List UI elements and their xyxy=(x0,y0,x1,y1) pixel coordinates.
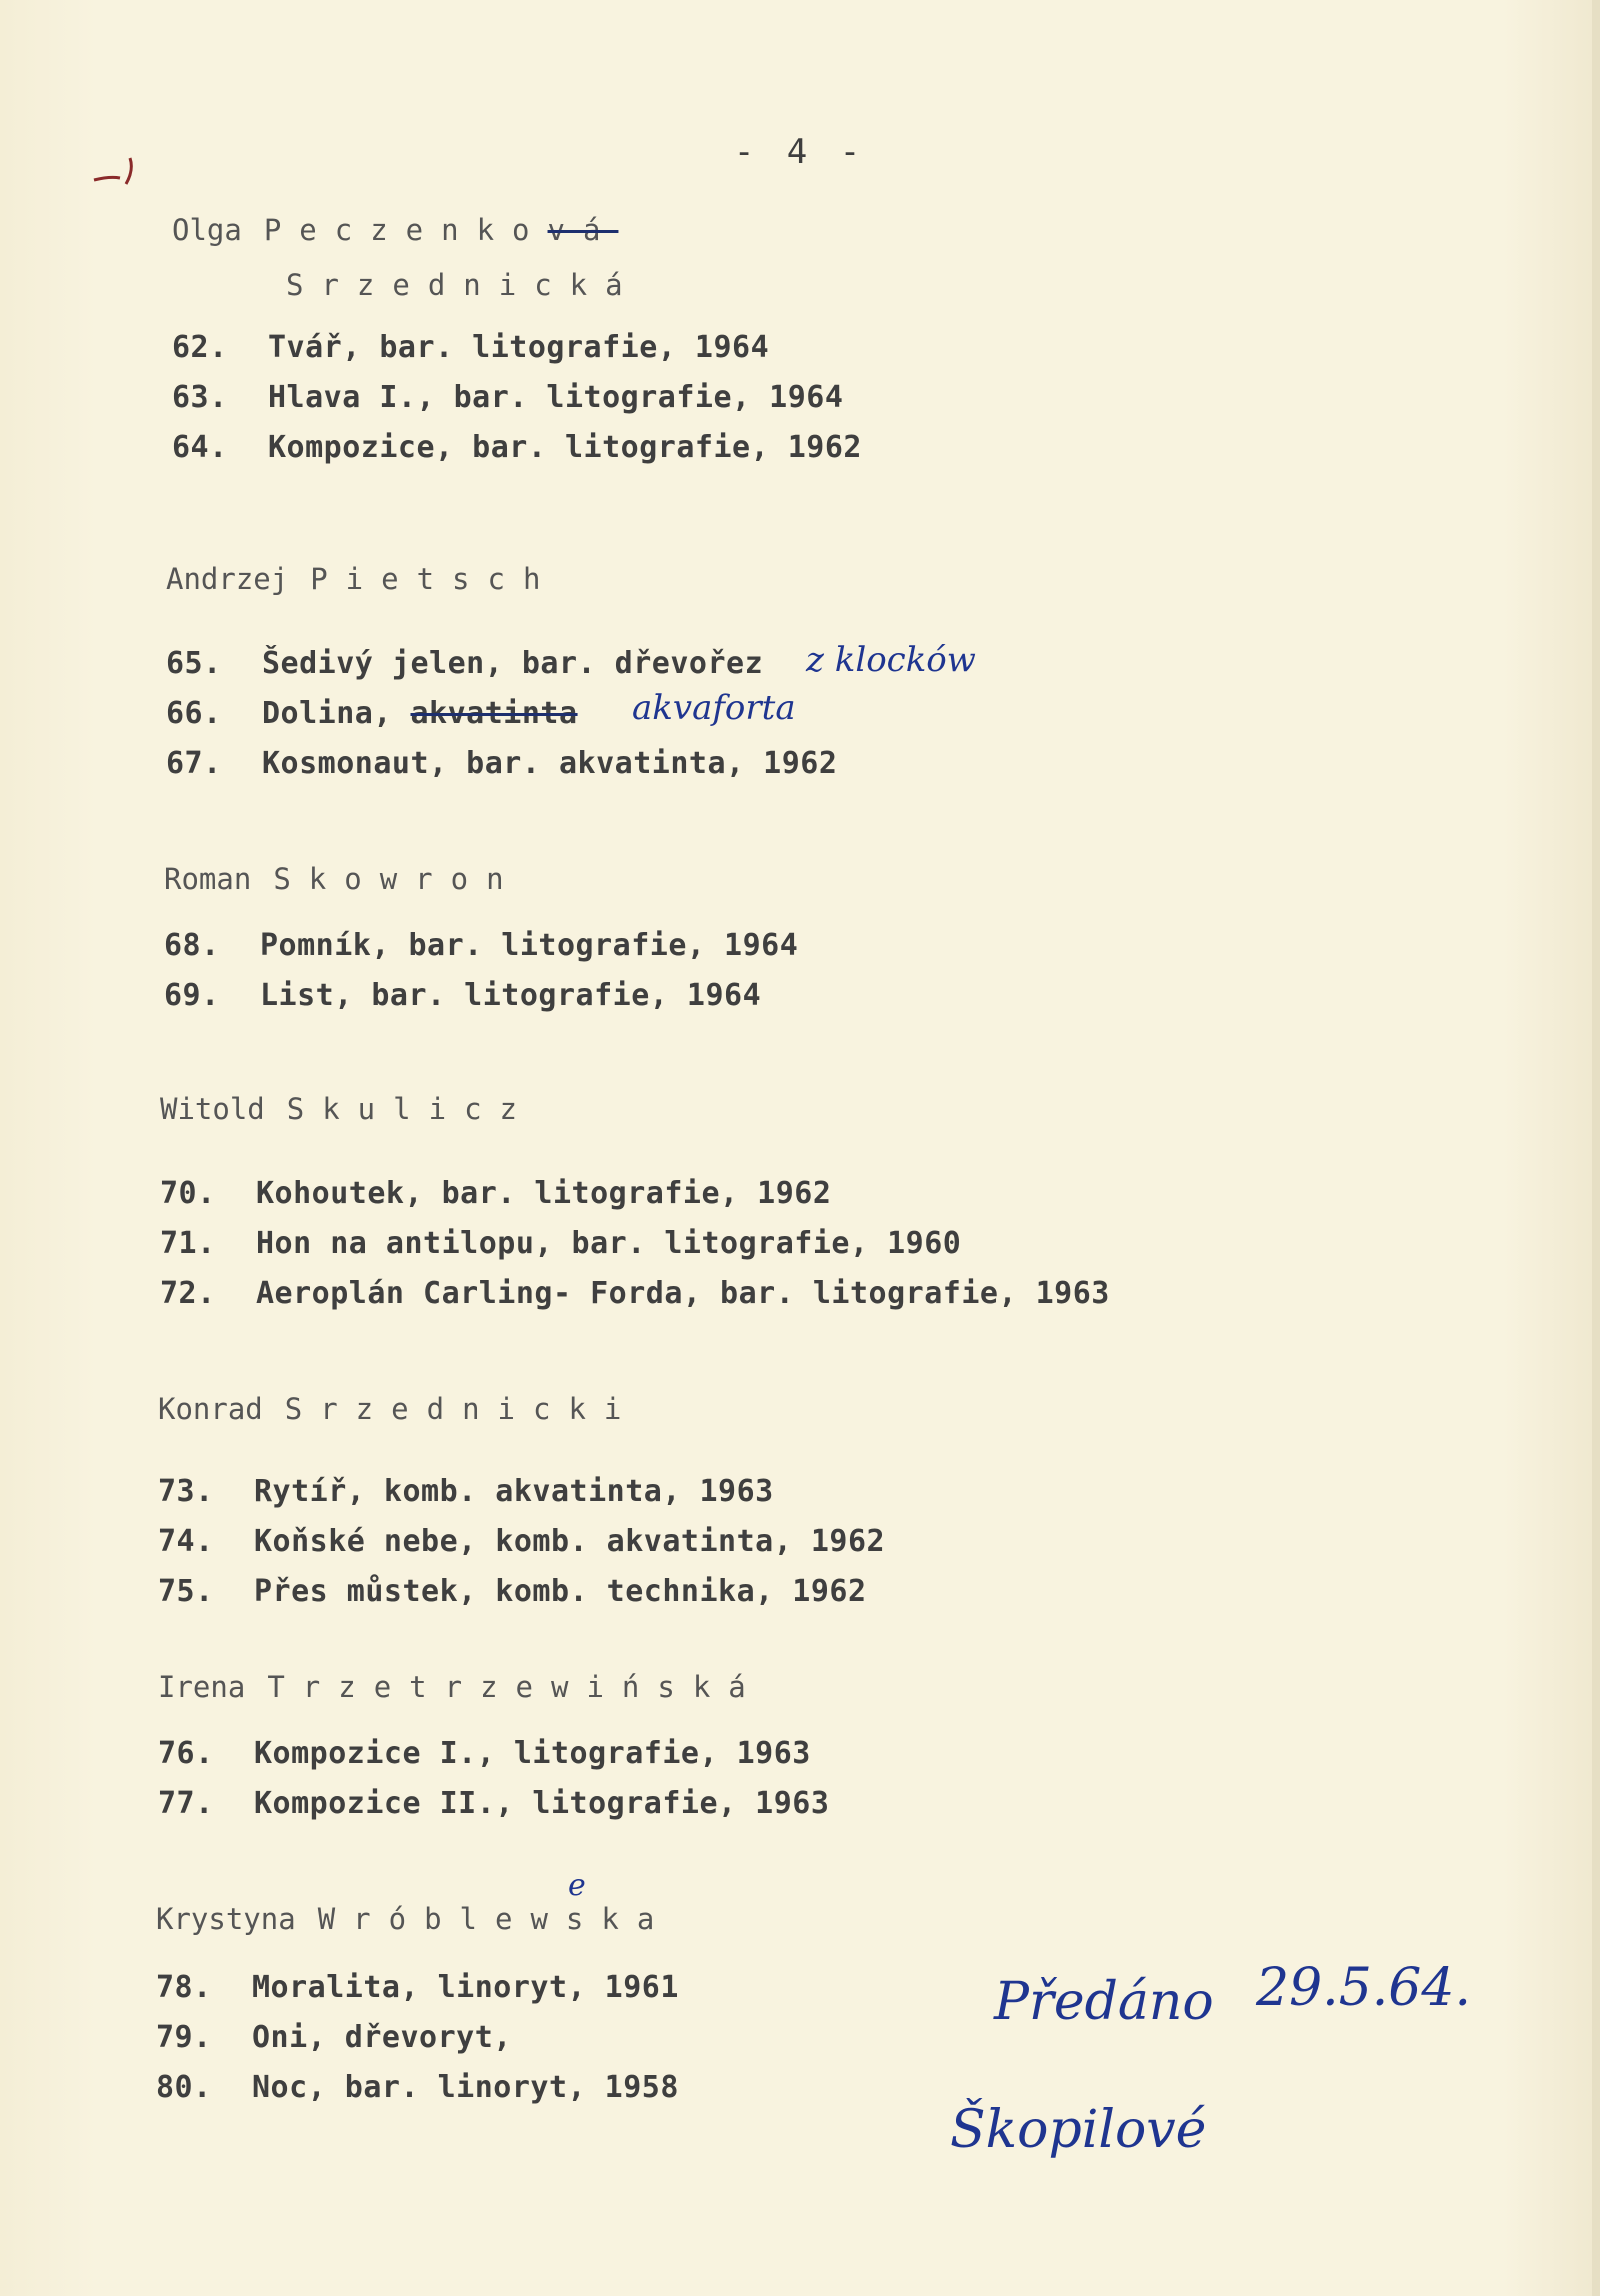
artist-heading xyxy=(158,1392,639,1426)
paper-edge xyxy=(1592,0,1600,2296)
artist-first-name: Andrzej xyxy=(166,562,289,596)
list-item: 80. Noc, bar. linoryt, 1958 xyxy=(156,2070,679,2105)
artist-first-name: Irena xyxy=(158,1670,246,1704)
list-item: 77. Kompozice II., litografie, 1963 xyxy=(158,1786,830,1821)
list-item: 67. Kosmonaut, bar. akvatinta, 1962 xyxy=(166,746,838,781)
artist-first-name: Witold xyxy=(160,1092,265,1126)
margin-tick-mark xyxy=(90,150,150,190)
artist-surname: Wróblewska xyxy=(317,1902,673,1936)
artist-surname: Skowron xyxy=(273,862,522,896)
list-item: 72. Aeroplán Carling- Forda, bar. litografie, 1963 xyxy=(160,1276,1110,1311)
artist-surname: Peczenko xyxy=(263,213,548,247)
list-item: 75. Přes můstek, komb. technika, 1962 xyxy=(158,1574,867,1609)
list-item: 73. Rytíř, komb. akvatinta, 1963 xyxy=(158,1474,774,1509)
handwritten-date: 29.5.64. xyxy=(1256,1958,1472,2018)
list-item: 76. Kompozice I., litografie, 1963 xyxy=(158,1736,811,1771)
artist-surname: Skulicz xyxy=(286,1092,535,1126)
handwritten-recipient: Škopilové xyxy=(950,2100,1207,2160)
handwritten-note: z klocków xyxy=(806,640,976,680)
list-item: 71. Hon na antilopu, bar. litografie, 1960 xyxy=(160,1226,962,1261)
list-item: 70. Kohoutek, bar. litografie, 1962 xyxy=(160,1176,832,1211)
list-item: 66. Dolina, akvatinta xyxy=(166,696,578,731)
list-item: 74. Koňské nebe, komb. akvatinta, 1962 xyxy=(158,1524,886,1559)
page-number: - 4 - xyxy=(733,132,867,172)
artist-first-name: Konrad xyxy=(158,1392,263,1426)
list-item: 63. Hlava I., bar. litografie, 1964 xyxy=(172,380,844,415)
artist-heading xyxy=(160,1092,535,1126)
artist-heading xyxy=(166,562,558,596)
list-item: 78. Moralita, linoryt, 1961 xyxy=(156,1970,679,2005)
artist-first-name: Krystyna xyxy=(156,1902,296,1936)
artist-surname: Pietsch xyxy=(310,562,559,596)
list-item: 69. List, bar. litografie, 1964 xyxy=(164,978,762,1013)
artist-heading xyxy=(172,213,618,247)
list-item: 64. Kompozice, bar. litografie, 1962 xyxy=(172,430,862,465)
struck-suffix: vá xyxy=(547,213,619,247)
list-item: 62. Tvář, bar. litografie, 1964 xyxy=(172,330,770,365)
artist-heading xyxy=(156,1902,672,1936)
list-item: 68. Pomník, bar. litografie, 1964 xyxy=(164,928,799,963)
handwritten-note: akvaforta xyxy=(632,688,796,728)
list-item: 79. Oni, dřevoryt, xyxy=(156,2020,512,2055)
struck-text: akvatinta xyxy=(410,696,578,731)
artist-first-name: Olga xyxy=(172,213,242,247)
list-item: 65. Šedivý jelen, bar. dřevořez xyxy=(166,646,764,681)
artist-heading xyxy=(164,862,522,896)
artist-surname: Srzednicki xyxy=(284,1392,640,1426)
artist-surname: Trzetrzewińská xyxy=(267,1670,764,1704)
artist-heading xyxy=(158,1670,764,1704)
handwritten-correction: e xyxy=(568,1868,586,1903)
artist-first-name: Roman xyxy=(164,862,252,896)
handwritten-delivered: Předáno xyxy=(994,1972,1214,2032)
artist-alt-surname: Srzednická xyxy=(286,268,641,302)
